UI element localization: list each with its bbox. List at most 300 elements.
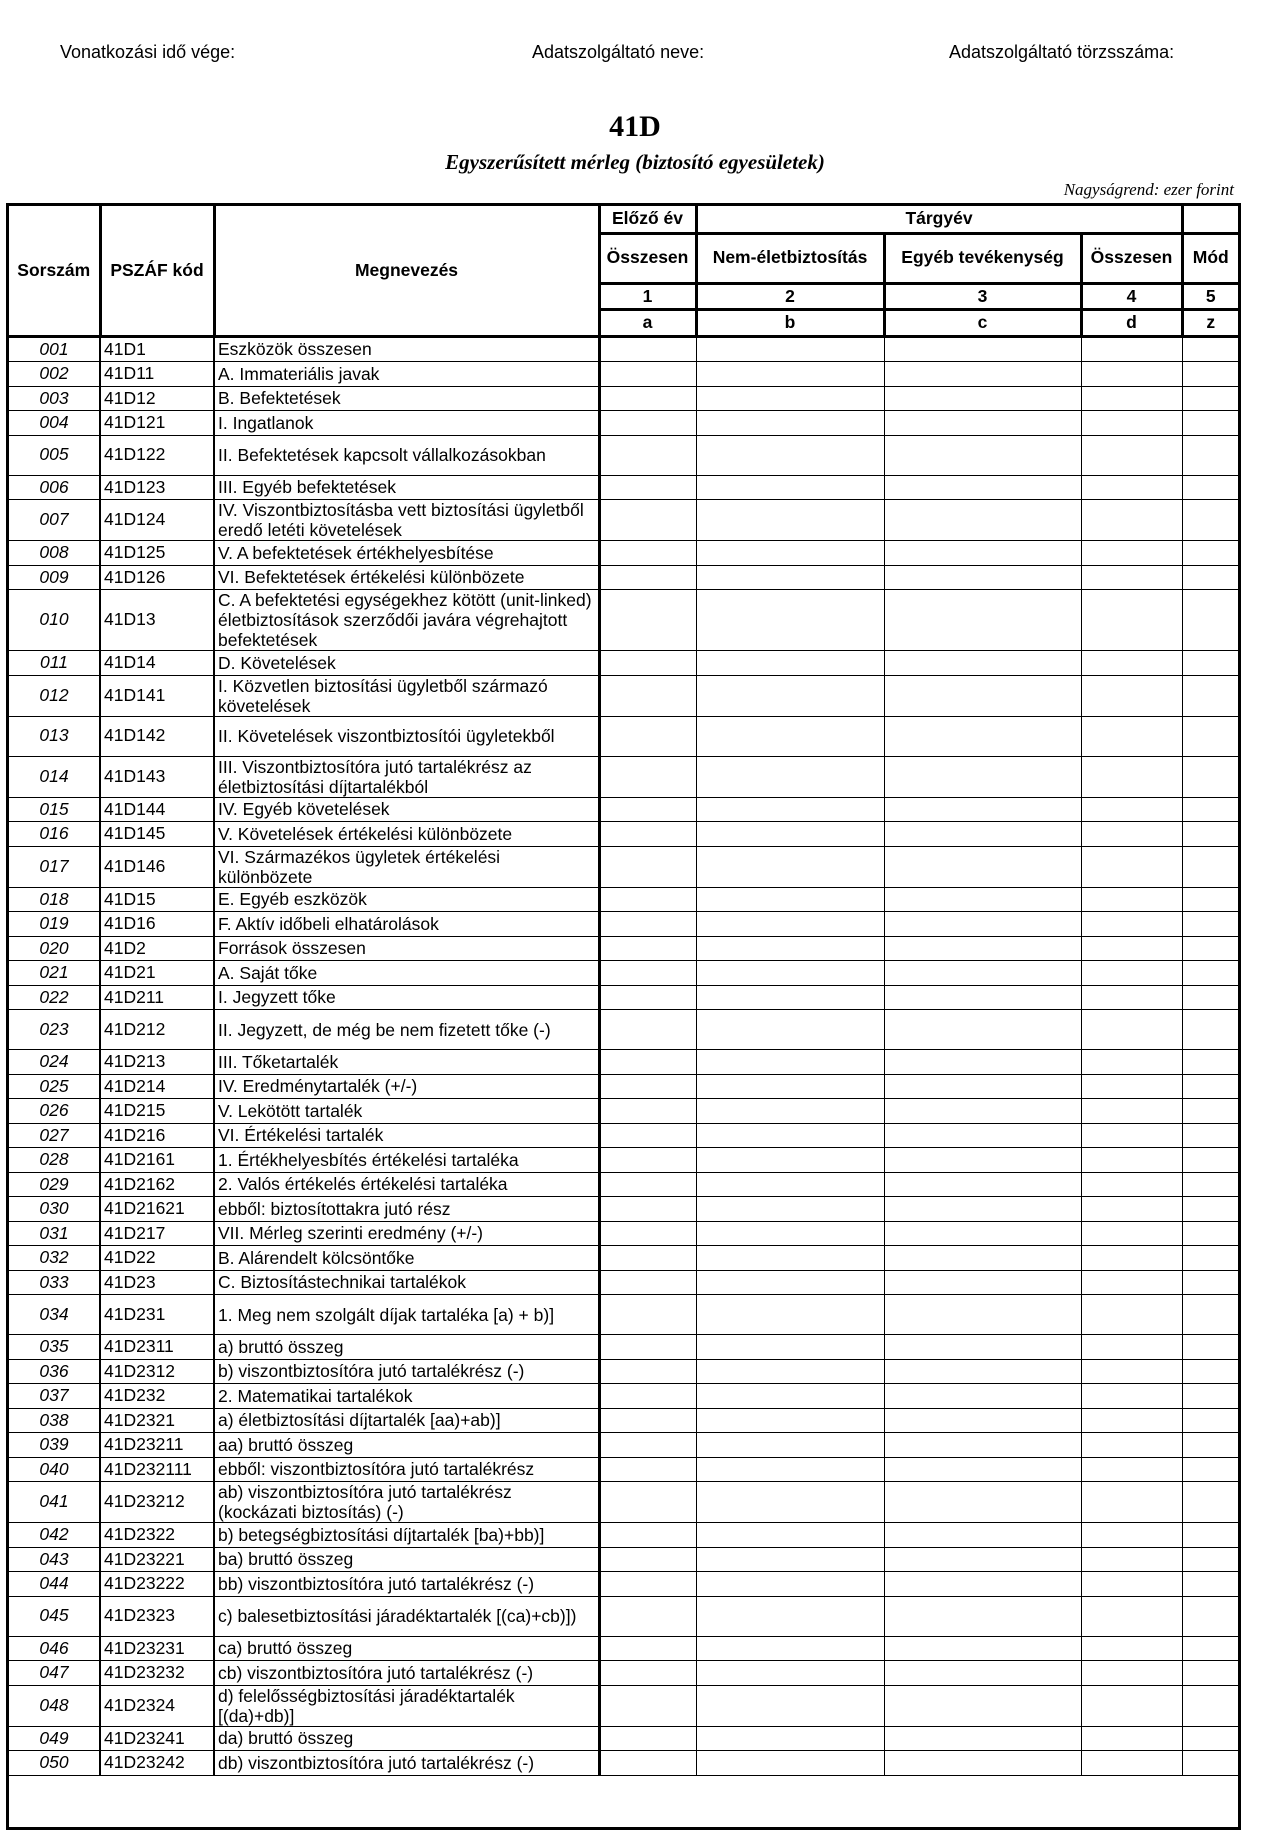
value-prev-total-cell[interactable] — [599, 846, 696, 887]
value-prev-total-cell[interactable] — [599, 756, 696, 797]
value-non-life-cell[interactable] — [696, 1172, 884, 1197]
value-other-activity-cell[interactable] — [884, 797, 1081, 822]
value-other-activity-cell[interactable] — [884, 936, 1081, 961]
value-curr-total-cell[interactable] — [1081, 475, 1182, 500]
value-curr-total-cell[interactable] — [1081, 1596, 1182, 1636]
row-code: 41D121 — [100, 411, 214, 436]
value-non-life-cell[interactable] — [696, 1246, 884, 1271]
value-prev-total-cell[interactable] — [599, 961, 696, 986]
value-other-activity-cell[interactable] — [884, 386, 1081, 411]
value-mode-cell[interactable] — [1182, 1270, 1238, 1295]
value-curr-total-cell[interactable] — [1081, 822, 1182, 847]
value-curr-total-cell[interactable] — [1081, 797, 1182, 822]
value-mode-cell[interactable] — [1182, 435, 1238, 475]
value-non-life-cell[interactable] — [696, 651, 884, 676]
value-mode-cell[interactable] — [1182, 1433, 1238, 1458]
value-non-life-cell[interactable] — [696, 411, 884, 436]
value-non-life-cell[interactable] — [696, 887, 884, 912]
value-other-activity-cell[interactable] — [884, 1457, 1081, 1482]
value-mode-cell[interactable] — [1182, 1547, 1238, 1572]
value-curr-total-cell[interactable] — [1081, 1221, 1182, 1246]
value-prev-total-cell[interactable] — [599, 1010, 696, 1050]
table-row — [9, 1270, 1238, 1295]
value-prev-total-cell[interactable] — [599, 797, 696, 822]
value-curr-total-cell[interactable] — [1081, 716, 1182, 756]
value-other-activity-cell[interactable] — [884, 887, 1081, 912]
value-mode-cell[interactable] — [1182, 1726, 1238, 1751]
row-name: I. Ingatlanok — [214, 411, 599, 436]
value-other-activity-cell[interactable] — [884, 1596, 1081, 1636]
value-prev-total-cell[interactable] — [599, 1685, 696, 1726]
value-mode-cell[interactable] — [1182, 1482, 1238, 1523]
value-curr-total-cell[interactable] — [1081, 541, 1182, 566]
value-mode-cell[interactable] — [1182, 1123, 1238, 1148]
value-non-life-cell[interactable] — [696, 386, 884, 411]
value-other-activity-cell[interactable] — [884, 1726, 1081, 1751]
value-curr-total-cell[interactable] — [1081, 1295, 1182, 1335]
value-other-activity-cell[interactable] — [884, 1148, 1081, 1173]
value-non-life-cell[interactable] — [696, 1408, 884, 1433]
value-curr-total-cell[interactable] — [1081, 386, 1182, 411]
value-other-activity-cell[interactable] — [884, 1197, 1081, 1222]
value-curr-total-cell[interactable] — [1081, 961, 1182, 986]
value-prev-total-cell[interactable] — [599, 1246, 696, 1271]
value-mode-cell[interactable] — [1182, 675, 1238, 716]
value-curr-total-cell[interactable] — [1081, 1457, 1182, 1482]
value-curr-total-cell[interactable] — [1081, 1384, 1182, 1409]
value-curr-total-cell[interactable] — [1081, 1010, 1182, 1050]
value-mode-cell[interactable] — [1182, 1636, 1238, 1661]
value-other-activity-cell[interactable] — [884, 1751, 1081, 1776]
row-code: 41D211 — [100, 985, 214, 1010]
value-non-life-cell[interactable] — [696, 1482, 884, 1523]
row-code: 41D146 — [100, 846, 214, 887]
row-seq: 038 — [9, 1408, 100, 1433]
value-curr-total-cell[interactable] — [1081, 1661, 1182, 1686]
col-number: 5 — [1182, 283, 1238, 310]
value-other-activity-cell[interactable] — [884, 846, 1081, 887]
value-mode-cell[interactable] — [1182, 1246, 1238, 1271]
value-curr-total-cell[interactable] — [1081, 985, 1182, 1010]
value-mode-cell[interactable] — [1182, 1359, 1238, 1384]
value-curr-total-cell[interactable] — [1081, 1099, 1182, 1124]
value-other-activity-cell[interactable] — [884, 822, 1081, 847]
table-row — [9, 1010, 1238, 1050]
value-curr-total-cell[interactable] — [1081, 1572, 1182, 1597]
row-seq: 018 — [9, 887, 100, 912]
value-non-life-cell[interactable] — [696, 435, 884, 475]
value-non-life-cell[interactable] — [696, 1359, 884, 1384]
value-mode-cell[interactable] — [1182, 336, 1238, 362]
value-curr-total-cell[interactable] — [1081, 1433, 1182, 1458]
value-curr-total-cell[interactable] — [1081, 1172, 1182, 1197]
value-prev-total-cell[interactable] — [599, 936, 696, 961]
row-code: 41D1 — [100, 336, 214, 362]
value-other-activity-cell[interactable] — [884, 912, 1081, 937]
value-other-activity-cell[interactable] — [884, 1408, 1081, 1433]
row-name: ca) bruttó összeg — [214, 1636, 599, 1661]
row-name: IV. Eredménytartalék (+/-) — [214, 1074, 599, 1099]
value-mode-cell[interactable] — [1182, 651, 1238, 676]
value-other-activity-cell[interactable] — [884, 565, 1081, 590]
value-non-life-cell[interactable] — [696, 1384, 884, 1409]
value-other-activity-cell[interactable] — [884, 1172, 1081, 1197]
value-prev-total-cell[interactable] — [599, 565, 696, 590]
value-other-activity-cell[interactable] — [884, 435, 1081, 475]
value-non-life-cell[interactable] — [696, 475, 884, 500]
value-other-activity-cell[interactable] — [884, 590, 1081, 651]
row-name: IV. Viszontbiztosításba vett biztosítási ügyletből eredő letéti követelések — [214, 500, 599, 541]
value-other-activity-cell[interactable] — [884, 1384, 1081, 1409]
table-row — [9, 936, 1238, 961]
value-non-life-cell[interactable] — [696, 756, 884, 797]
value-non-life-cell[interactable] — [696, 1221, 884, 1246]
value-non-life-cell[interactable] — [696, 936, 884, 961]
value-other-activity-cell[interactable] — [884, 985, 1081, 1010]
row-code: 41D123 — [100, 475, 214, 500]
value-prev-total-cell[interactable] — [599, 1221, 696, 1246]
value-curr-total-cell[interactable] — [1081, 1685, 1182, 1726]
value-other-activity-cell[interactable] — [884, 1335, 1081, 1360]
row-code: 41D2162 — [100, 1172, 214, 1197]
row-code: 41D125 — [100, 541, 214, 566]
value-prev-total-cell[interactable] — [599, 435, 696, 475]
value-other-activity-cell[interactable] — [884, 675, 1081, 716]
value-non-life-cell[interactable] — [696, 1270, 884, 1295]
row-name: b) viszontbiztosítóra jutó tartalékrész (-) — [214, 1359, 599, 1384]
value-curr-total-cell[interactable] — [1081, 1270, 1182, 1295]
value-prev-total-cell[interactable] — [599, 1408, 696, 1433]
value-curr-total-cell[interactable] — [1081, 1074, 1182, 1099]
row-name: I. Jegyzett tőke — [214, 985, 599, 1010]
value-non-life-cell[interactable] — [696, 362, 884, 387]
value-other-activity-cell[interactable] — [884, 651, 1081, 676]
value-mode-cell[interactable] — [1182, 1751, 1238, 1776]
value-prev-total-cell[interactable] — [599, 1295, 696, 1335]
value-prev-total-cell[interactable] — [599, 1661, 696, 1686]
table-row — [9, 435, 1238, 475]
value-curr-total-cell[interactable] — [1081, 1148, 1182, 1173]
row-code: 41D232 — [100, 1384, 214, 1409]
value-other-activity-cell[interactable] — [884, 1482, 1081, 1523]
value-non-life-cell[interactable] — [696, 1636, 884, 1661]
value-prev-total-cell[interactable] — [599, 541, 696, 566]
row-code: 41D216 — [100, 1123, 214, 1148]
value-prev-total-cell[interactable] — [599, 1270, 696, 1295]
value-prev-total-cell[interactable] — [599, 1482, 696, 1523]
value-non-life-cell[interactable] — [696, 1685, 884, 1726]
value-prev-total-cell[interactable] — [599, 1197, 696, 1222]
value-non-life-cell[interactable] — [696, 1433, 884, 1458]
value-other-activity-cell[interactable] — [884, 1572, 1081, 1597]
value-prev-total-cell[interactable] — [599, 590, 696, 651]
value-prev-total-cell[interactable] — [599, 362, 696, 387]
value-mode-cell[interactable] — [1182, 716, 1238, 756]
value-curr-total-cell[interactable] — [1081, 1726, 1182, 1751]
value-mode-cell[interactable] — [1182, 936, 1238, 961]
value-mode-cell[interactable] — [1182, 887, 1238, 912]
value-mode-cell[interactable] — [1182, 475, 1238, 500]
row-seq: 026 — [9, 1099, 100, 1124]
value-other-activity-cell[interactable] — [884, 1295, 1081, 1335]
value-non-life-cell[interactable] — [696, 1123, 884, 1148]
value-other-activity-cell[interactable] — [884, 1099, 1081, 1124]
value-prev-total-cell[interactable] — [599, 822, 696, 847]
value-other-activity-cell[interactable] — [884, 1359, 1081, 1384]
value-other-activity-cell[interactable] — [884, 411, 1081, 436]
value-prev-total-cell[interactable] — [599, 1384, 696, 1409]
row-code: 41D213 — [100, 1050, 214, 1075]
value-other-activity-cell[interactable] — [884, 1433, 1081, 1458]
value-mode-cell[interactable] — [1182, 362, 1238, 387]
value-other-activity-cell[interactable] — [884, 1246, 1081, 1271]
value-mode-cell[interactable] — [1182, 1596, 1238, 1636]
value-curr-total-cell[interactable] — [1081, 1751, 1182, 1776]
value-curr-total-cell[interactable] — [1081, 1482, 1182, 1523]
value-mode-cell[interactable] — [1182, 1335, 1238, 1360]
value-non-life-cell[interactable] — [696, 590, 884, 651]
value-other-activity-cell[interactable] — [884, 362, 1081, 387]
value-prev-total-cell[interactable] — [599, 1433, 696, 1458]
value-non-life-cell[interactable] — [696, 1751, 884, 1776]
value-non-life-cell[interactable] — [696, 912, 884, 937]
value-mode-cell[interactable] — [1182, 1685, 1238, 1726]
row-seq: 020 — [9, 936, 100, 961]
value-other-activity-cell[interactable] — [884, 1547, 1081, 1572]
period-end-label: Vonatkozási idő vége: — [60, 42, 236, 62]
value-curr-total-cell[interactable] — [1081, 500, 1182, 541]
value-curr-total-cell[interactable] — [1081, 411, 1182, 436]
value-mode-cell[interactable] — [1182, 1572, 1238, 1597]
value-other-activity-cell[interactable] — [884, 475, 1081, 500]
value-prev-total-cell[interactable] — [599, 1523, 696, 1548]
value-non-life-cell[interactable] — [696, 500, 884, 541]
value-prev-total-cell[interactable] — [599, 651, 696, 676]
value-non-life-cell[interactable] — [696, 1523, 884, 1548]
value-other-activity-cell[interactable] — [884, 756, 1081, 797]
value-non-life-cell[interactable] — [696, 565, 884, 590]
row-code: 41D21 — [100, 961, 214, 986]
row-code: 41D14 — [100, 651, 214, 676]
value-non-life-cell[interactable] — [696, 1148, 884, 1173]
row-seq: 011 — [9, 651, 100, 676]
value-mode-cell[interactable] — [1182, 1074, 1238, 1099]
row-name: B. Alárendelt kölcsöntőke — [214, 1246, 599, 1271]
value-prev-total-cell[interactable] — [599, 887, 696, 912]
value-curr-total-cell[interactable] — [1081, 936, 1182, 961]
value-prev-total-cell[interactable] — [599, 1572, 696, 1597]
value-mode-cell[interactable] — [1182, 1384, 1238, 1409]
value-prev-total-cell[interactable] — [599, 675, 696, 716]
value-non-life-cell[interactable] — [696, 675, 884, 716]
table-row — [9, 797, 1238, 822]
value-prev-total-cell[interactable] — [599, 1074, 696, 1099]
value-other-activity-cell[interactable] — [884, 961, 1081, 986]
value-non-life-cell[interactable] — [696, 1547, 884, 1572]
value-non-life-cell[interactable] — [696, 541, 884, 566]
value-curr-total-cell[interactable] — [1081, 336, 1182, 362]
row-seq: 027 — [9, 1123, 100, 1148]
col-header-non-life: Nem-életbiztosítás — [696, 233, 884, 283]
value-mode-cell[interactable] — [1182, 1661, 1238, 1686]
value-non-life-cell[interactable] — [696, 1726, 884, 1751]
value-curr-total-cell[interactable] — [1081, 1123, 1182, 1148]
value-prev-total-cell[interactable] — [599, 1726, 696, 1751]
value-prev-total-cell[interactable] — [599, 386, 696, 411]
col-letter: b — [696, 310, 884, 337]
value-prev-total-cell[interactable] — [599, 1050, 696, 1075]
value-curr-total-cell[interactable] — [1081, 846, 1182, 887]
value-mode-cell[interactable] — [1182, 1408, 1238, 1433]
value-mode-cell[interactable] — [1182, 590, 1238, 651]
value-curr-total-cell[interactable] — [1081, 590, 1182, 651]
row-code: 41D145 — [100, 822, 214, 847]
value-mode-cell[interactable] — [1182, 1099, 1238, 1124]
value-other-activity-cell[interactable] — [884, 1636, 1081, 1661]
value-non-life-cell[interactable] — [696, 1596, 884, 1636]
value-non-life-cell[interactable] — [696, 1074, 884, 1099]
value-other-activity-cell[interactable] — [884, 1010, 1081, 1050]
value-non-life-cell[interactable] — [696, 1197, 884, 1222]
value-mode-cell[interactable] — [1182, 1221, 1238, 1246]
value-mode-cell[interactable] — [1182, 985, 1238, 1010]
value-non-life-cell[interactable] — [696, 822, 884, 847]
value-curr-total-cell[interactable] — [1081, 1408, 1182, 1433]
row-name: a) életbiztosítási díjtartalék [aa)+ab)] — [214, 1408, 599, 1433]
value-mode-cell[interactable] — [1182, 1523, 1238, 1548]
value-non-life-cell[interactable] — [696, 336, 884, 362]
value-other-activity-cell[interactable] — [884, 336, 1081, 362]
value-prev-total-cell[interactable] — [599, 336, 696, 362]
value-non-life-cell[interactable] — [696, 797, 884, 822]
value-non-life-cell[interactable] — [696, 1099, 884, 1124]
value-curr-total-cell[interactable] — [1081, 912, 1182, 937]
value-non-life-cell[interactable] — [696, 1335, 884, 1360]
table-row — [9, 1433, 1238, 1458]
value-curr-total-cell[interactable] — [1081, 435, 1182, 475]
value-prev-total-cell[interactable] — [599, 1751, 696, 1776]
value-prev-total-cell[interactable] — [599, 716, 696, 756]
value-curr-total-cell[interactable] — [1081, 1335, 1182, 1360]
value-curr-total-cell[interactable] — [1081, 1523, 1182, 1548]
value-prev-total-cell[interactable] — [599, 912, 696, 937]
value-other-activity-cell[interactable] — [884, 500, 1081, 541]
value-curr-total-cell[interactable] — [1081, 756, 1182, 797]
value-other-activity-cell[interactable] — [884, 1661, 1081, 1686]
value-mode-cell[interactable] — [1182, 1295, 1238, 1335]
value-non-life-cell[interactable] — [696, 961, 884, 986]
value-curr-total-cell[interactable] — [1081, 675, 1182, 716]
col-letter: a — [599, 310, 696, 337]
value-non-life-cell[interactable] — [696, 1457, 884, 1482]
value-curr-total-cell[interactable] — [1081, 1050, 1182, 1075]
value-curr-total-cell[interactable] — [1081, 1359, 1182, 1384]
value-curr-total-cell[interactable] — [1081, 1246, 1182, 1271]
value-curr-total-cell[interactable] — [1081, 651, 1182, 676]
value-other-activity-cell[interactable] — [884, 1123, 1081, 1148]
group-header-current-year: Tárgyév — [696, 206, 1182, 233]
value-mode-cell[interactable] — [1182, 1197, 1238, 1222]
col-header-prev-total: Összesen — [599, 233, 696, 283]
value-mode-cell[interactable] — [1182, 1050, 1238, 1075]
value-prev-total-cell[interactable] — [599, 1359, 696, 1384]
value-prev-total-cell[interactable] — [599, 1636, 696, 1661]
value-mode-cell[interactable] — [1182, 565, 1238, 590]
value-non-life-cell[interactable] — [696, 1050, 884, 1075]
value-curr-total-cell[interactable] — [1081, 362, 1182, 387]
value-prev-total-cell[interactable] — [599, 411, 696, 436]
value-other-activity-cell[interactable] — [884, 716, 1081, 756]
value-prev-total-cell[interactable] — [599, 500, 696, 541]
value-mode-cell[interactable] — [1182, 1010, 1238, 1050]
value-prev-total-cell[interactable] — [599, 1172, 696, 1197]
value-curr-total-cell[interactable] — [1081, 887, 1182, 912]
value-non-life-cell[interactable] — [696, 1010, 884, 1050]
value-mode-cell[interactable] — [1182, 846, 1238, 887]
value-mode-cell[interactable] — [1182, 822, 1238, 847]
value-non-life-cell[interactable] — [696, 1572, 884, 1597]
value-other-activity-cell[interactable] — [884, 541, 1081, 566]
value-curr-total-cell[interactable] — [1081, 1636, 1182, 1661]
value-prev-total-cell[interactable] — [599, 1335, 696, 1360]
value-mode-cell[interactable] — [1182, 411, 1238, 436]
value-mode-cell[interactable] — [1182, 1457, 1238, 1482]
value-mode-cell[interactable] — [1182, 912, 1238, 937]
value-other-activity-cell[interactable] — [884, 1685, 1081, 1726]
row-code: 41D23 — [100, 1270, 214, 1295]
row-seq: 045 — [9, 1596, 100, 1636]
value-prev-total-cell[interactable] — [599, 1596, 696, 1636]
value-curr-total-cell[interactable] — [1081, 565, 1182, 590]
value-non-life-cell[interactable] — [696, 716, 884, 756]
row-code: 41D23242 — [100, 1751, 214, 1776]
value-mode-cell[interactable] — [1182, 797, 1238, 822]
value-non-life-cell[interactable] — [696, 846, 884, 887]
value-mode-cell[interactable] — [1182, 1148, 1238, 1173]
value-mode-cell[interactable] — [1182, 1172, 1238, 1197]
value-non-life-cell[interactable] — [696, 1295, 884, 1335]
value-prev-total-cell[interactable] — [599, 1547, 696, 1572]
value-prev-total-cell[interactable] — [599, 1123, 696, 1148]
value-prev-total-cell[interactable] — [599, 1099, 696, 1124]
value-prev-total-cell[interactable] — [599, 475, 696, 500]
value-prev-total-cell[interactable] — [599, 985, 696, 1010]
table-row — [9, 1408, 1238, 1433]
value-mode-cell[interactable] — [1182, 541, 1238, 566]
value-non-life-cell[interactable] — [696, 985, 884, 1010]
value-other-activity-cell[interactable] — [884, 1074, 1081, 1099]
value-mode-cell[interactable] — [1182, 756, 1238, 797]
row-seq: 016 — [9, 822, 100, 847]
value-mode-cell[interactable] — [1182, 961, 1238, 986]
value-prev-total-cell[interactable] — [599, 1148, 696, 1173]
value-curr-total-cell[interactable] — [1081, 1197, 1182, 1222]
value-prev-total-cell[interactable] — [599, 1457, 696, 1482]
value-other-activity-cell[interactable] — [884, 1270, 1081, 1295]
value-mode-cell[interactable] — [1182, 500, 1238, 541]
value-non-life-cell[interactable] — [696, 1661, 884, 1686]
group-header-prev-year: Előző év — [599, 206, 696, 233]
value-other-activity-cell[interactable] — [884, 1221, 1081, 1246]
value-mode-cell[interactable] — [1182, 386, 1238, 411]
row-name: C. Biztosítástechnikai tartalékok — [214, 1270, 599, 1295]
value-other-activity-cell[interactable] — [884, 1523, 1081, 1548]
row-seq: 037 — [9, 1384, 100, 1409]
value-other-activity-cell[interactable] — [884, 1050, 1081, 1075]
row-seq: 013 — [9, 716, 100, 756]
value-curr-total-cell[interactable] — [1081, 1547, 1182, 1572]
provider-id-label: Adatszolgáltató törzsszáma: — [949, 42, 1175, 62]
